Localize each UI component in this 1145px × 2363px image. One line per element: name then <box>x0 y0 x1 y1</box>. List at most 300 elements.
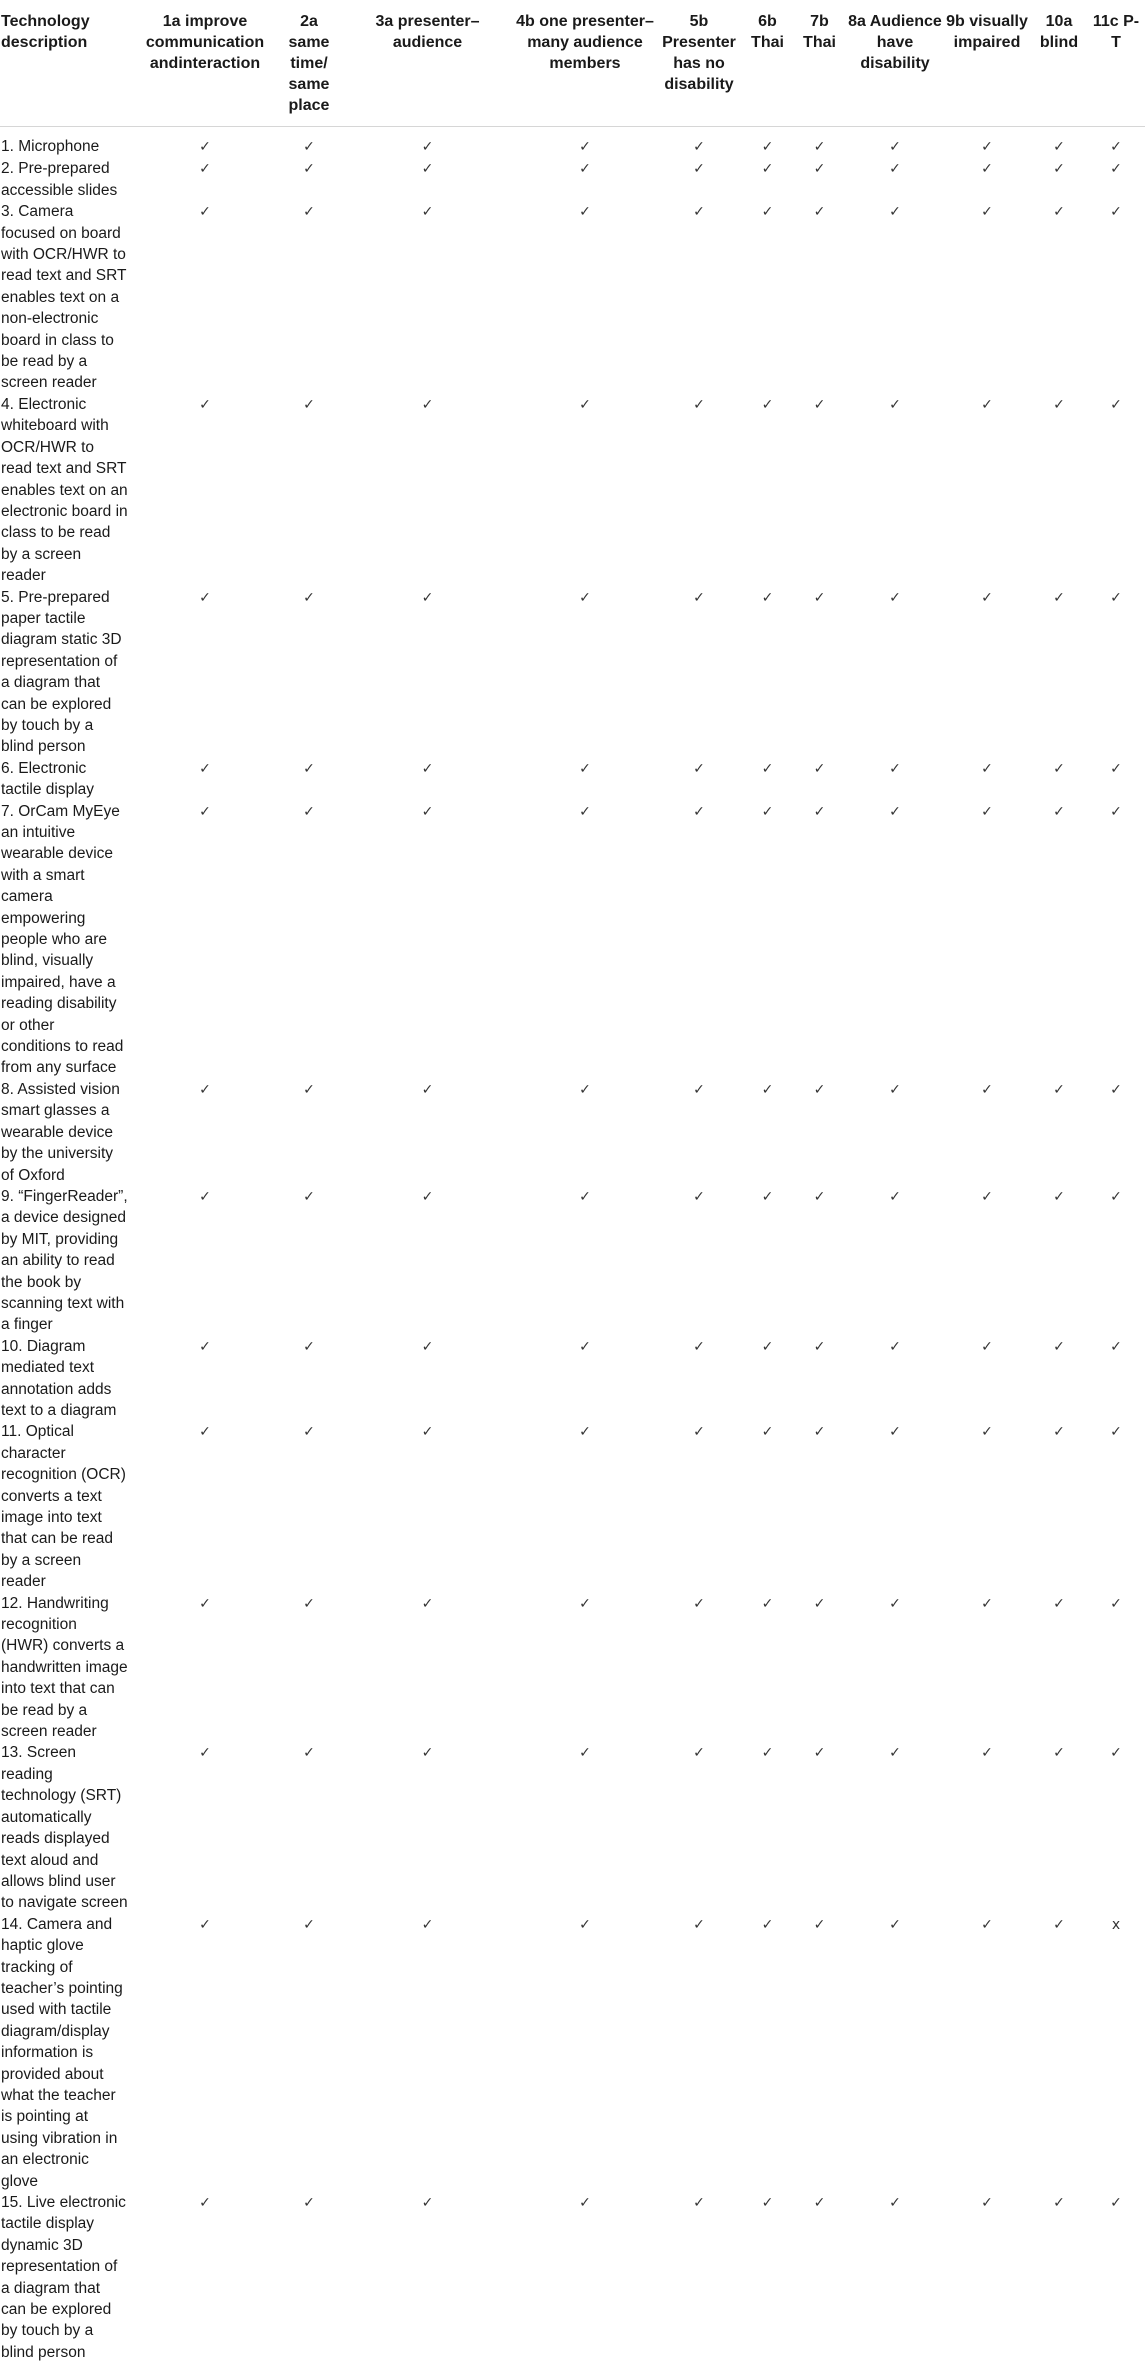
mark-cell <box>132 1742 278 1913</box>
check-mark: ✓ <box>693 1080 705 1101</box>
mark-cell <box>1087 758 1145 801</box>
check-mark: ✓ <box>579 588 591 609</box>
mark-cell <box>847 1421 943 1592</box>
check-mark: ✓ <box>693 1187 705 1208</box>
mark-cell <box>132 1593 278 1743</box>
check-mark: ✓ <box>1053 137 1065 158</box>
mark-cell <box>515 758 655 801</box>
mark-cell <box>1087 127 1145 159</box>
check-mark: ✓ <box>1110 395 1122 416</box>
table-row <box>0 1421 1145 1592</box>
table-row <box>0 587 1145 758</box>
check-mark: ✓ <box>762 1915 774 1936</box>
table-row <box>0 801 1145 1079</box>
mark-cell <box>743 801 792 1079</box>
mark-cell <box>340 587 515 758</box>
check-mark: ✓ <box>693 395 705 416</box>
mark-cell <box>278 2192 340 2363</box>
mark-cell <box>1087 201 1145 394</box>
check-mark: ✓ <box>303 1422 315 1443</box>
mark-cell <box>132 201 278 394</box>
table-row <box>0 2192 1145 2363</box>
check-mark: ✓ <box>422 2193 434 2214</box>
mark-cell <box>792 1421 847 1592</box>
mark-cell <box>1031 127 1087 159</box>
check-mark: ✓ <box>981 802 993 823</box>
mark-cell <box>943 127 1031 159</box>
check-mark: ✓ <box>814 1743 826 1764</box>
mark-cell <box>943 394 1031 587</box>
check-mark: ✓ <box>814 588 826 609</box>
check-mark: ✓ <box>1053 1915 1065 1936</box>
check-mark: ✓ <box>693 159 705 180</box>
mark-cell <box>943 1186 1031 1336</box>
check-mark: ✓ <box>814 1337 826 1358</box>
check-mark: ✓ <box>199 1337 211 1358</box>
check-mark: ✓ <box>1053 588 1065 609</box>
check-mark: ✓ <box>422 759 434 780</box>
mark-cell <box>943 1593 1031 1743</box>
mark-cell <box>943 2192 1031 2363</box>
mark-cell <box>1031 1593 1087 1743</box>
check-mark: ✓ <box>199 1915 211 1936</box>
check-mark: ✓ <box>981 1915 993 1936</box>
mark-cell <box>515 2192 655 2363</box>
check-mark: ✓ <box>303 1594 315 1615</box>
mark-cell <box>278 1914 340 2192</box>
check-mark: ✓ <box>1110 1594 1122 1615</box>
mark-cell <box>655 2192 743 2363</box>
check-mark: ✓ <box>422 1337 434 1358</box>
mark-cell <box>655 1742 743 1913</box>
mark-cell <box>340 1914 515 2192</box>
check-mark: ✓ <box>693 202 705 223</box>
check-mark: ✓ <box>981 395 993 416</box>
mark-cell <box>943 1079 1031 1186</box>
check-mark: ✓ <box>1110 1743 1122 1764</box>
mark-cell <box>847 1593 943 1743</box>
check-mark: ✓ <box>889 1337 901 1358</box>
check-mark: ✓ <box>1110 137 1122 158</box>
check-mark: ✓ <box>1110 2193 1122 2214</box>
check-mark: ✓ <box>889 1594 901 1615</box>
check-mark: ✓ <box>422 1743 434 1764</box>
mark-cell <box>1087 158 1145 201</box>
table-row <box>0 758 1145 801</box>
check-mark: ✓ <box>981 159 993 180</box>
check-mark: ✓ <box>981 588 993 609</box>
mark-cell <box>1087 1079 1145 1186</box>
check-mark: ✓ <box>762 1337 774 1358</box>
check-mark: ✓ <box>693 1743 705 1764</box>
check-mark: ✓ <box>889 159 901 180</box>
check-mark: ✓ <box>693 1915 705 1936</box>
check-mark: ✓ <box>693 1594 705 1615</box>
mark-cell <box>1031 1186 1087 1336</box>
check-mark: ✓ <box>762 588 774 609</box>
mark-cell <box>847 2192 943 2363</box>
check-mark: ✓ <box>762 2193 774 2214</box>
check-mark: ✓ <box>693 588 705 609</box>
mark-cell <box>340 158 515 201</box>
check-mark: ✓ <box>1053 1337 1065 1358</box>
column-header: 5b Presenter has no disability <box>655 0 743 127</box>
mark-cell <box>943 801 1031 1079</box>
check-mark: ✓ <box>981 1422 993 1443</box>
check-mark: ✓ <box>579 1337 591 1358</box>
mark-cell <box>340 201 515 394</box>
mark-cell <box>743 1914 792 2192</box>
column-header: 2a same time/ same place <box>278 0 340 127</box>
mark-cell <box>943 587 1031 758</box>
mark-cell <box>132 127 278 159</box>
check-mark: ✓ <box>1053 1743 1065 1764</box>
mark-cell <box>340 758 515 801</box>
mark-cell <box>792 758 847 801</box>
mark-cell <box>792 1079 847 1186</box>
mark-cell <box>792 127 847 159</box>
check-mark: ✓ <box>762 395 774 416</box>
mark-cell <box>847 1742 943 1913</box>
check-mark: ✓ <box>981 1080 993 1101</box>
mark-cell <box>340 127 515 159</box>
mark-cell <box>1031 394 1087 587</box>
mark-cell <box>743 1186 792 1336</box>
check-mark: ✓ <box>422 395 434 416</box>
check-mark: ✓ <box>814 1187 826 1208</box>
mark-cell <box>278 127 340 159</box>
column-header: 8a Audience have disability <box>847 0 943 127</box>
mark-cell <box>132 1914 278 2192</box>
mark-cell <box>278 1079 340 1186</box>
check-mark: ✓ <box>762 159 774 180</box>
mark-cell <box>655 801 743 1079</box>
mark-cell <box>515 158 655 201</box>
check-mark: ✓ <box>1053 1422 1065 1443</box>
check-mark: ✓ <box>981 137 993 158</box>
check-mark: ✓ <box>762 137 774 158</box>
check-mark: ✓ <box>199 1594 211 1615</box>
mark-cell <box>1087 1421 1145 1592</box>
check-mark: ✓ <box>579 1743 591 1764</box>
check-mark: ✓ <box>303 1337 315 1358</box>
check-mark: ✓ <box>1110 802 1122 823</box>
check-mark: ✓ <box>981 2193 993 2214</box>
mark-cell <box>340 1742 515 1913</box>
mark-cell <box>132 1336 278 1422</box>
check-mark: ✓ <box>199 1187 211 1208</box>
check-mark: ✓ <box>199 395 211 416</box>
check-mark: ✓ <box>579 759 591 780</box>
check-mark: ✓ <box>1110 1337 1122 1358</box>
mark-cell <box>1087 1593 1145 1743</box>
check-mark: ✓ <box>199 159 211 180</box>
mark-cell <box>792 1186 847 1336</box>
header-row <box>0 0 1145 127</box>
mark-cell <box>340 394 515 587</box>
check-mark: ✓ <box>981 1187 993 1208</box>
column-header: 1a improve communication andinteraction <box>132 0 278 127</box>
check-mark: ✓ <box>199 1080 211 1101</box>
check-mark: ✓ <box>889 1080 901 1101</box>
mark-cell <box>1031 201 1087 394</box>
check-mark: ✓ <box>303 588 315 609</box>
table-row <box>0 1079 1145 1186</box>
mark-cell <box>743 1336 792 1422</box>
mark-cell <box>847 394 943 587</box>
table-row <box>0 1914 1145 2192</box>
check-mark: ✓ <box>762 1080 774 1101</box>
table-row <box>0 1336 1145 1422</box>
mark-cell <box>847 1079 943 1186</box>
check-mark: ✓ <box>814 2193 826 2214</box>
mark-cell <box>943 201 1031 394</box>
column-header: 4b one presenter–many audience members <box>515 0 655 127</box>
mark-cell <box>655 394 743 587</box>
check-mark: ✓ <box>422 202 434 223</box>
mark-cell <box>943 1421 1031 1592</box>
mark-cell <box>655 1336 743 1422</box>
mark-cell <box>340 2192 515 2363</box>
mark-cell <box>743 394 792 587</box>
mark-cell <box>792 1742 847 1913</box>
check-mark: ✓ <box>693 759 705 780</box>
mark-cell <box>847 158 943 201</box>
check-mark: ✓ <box>762 1422 774 1443</box>
technology-description-cell: 2. Pre-prepared accessible slides <box>0 158 132 201</box>
mark-cell <box>655 201 743 394</box>
mark-cell <box>743 587 792 758</box>
check-mark: ✓ <box>1110 1080 1122 1101</box>
mark-cell <box>943 1336 1031 1422</box>
mark-cell <box>743 2192 792 2363</box>
check-mark: ✓ <box>762 1743 774 1764</box>
mark-cell <box>515 1593 655 1743</box>
mark-cell <box>515 587 655 758</box>
mark-cell <box>340 1593 515 1743</box>
check-mark: ✓ <box>303 2193 315 2214</box>
mark-cell <box>515 394 655 587</box>
check-mark: ✓ <box>422 1422 434 1443</box>
mark-cell <box>655 1079 743 1186</box>
mark-cell <box>1087 801 1145 1079</box>
mark-cell <box>1031 1742 1087 1913</box>
mark-cell <box>278 1336 340 1422</box>
column-header: 10a blind <box>1031 0 1087 127</box>
check-mark: ✓ <box>199 1743 211 1764</box>
column-header: 11c P-T <box>1087 0 1145 127</box>
column-header: 9b visually impaired <box>943 0 1031 127</box>
check-mark: ✓ <box>693 1337 705 1358</box>
mark-cell <box>743 1421 792 1592</box>
check-mark: ✓ <box>303 1915 315 1936</box>
mark-cell <box>847 758 943 801</box>
mark-cell <box>515 1742 655 1913</box>
mark-cell <box>655 127 743 159</box>
check-mark: ✓ <box>422 137 434 158</box>
technology-description-cell: 7. OrCam MyEye an intuitive wearable device with a smart camera empowering people who are blind, visually impaired, have a reading disability or other conditions to read from any surface <box>0 801 132 1079</box>
mark-cell <box>515 127 655 159</box>
mark-cell <box>655 1593 743 1743</box>
check-mark: ✓ <box>199 202 211 223</box>
mark-cell <box>515 1079 655 1186</box>
technology-description-cell: 13. Screen reading technology (SRT) automatically reads displayed text aloud and allows blind user to navigate screen <box>0 1742 132 1913</box>
mark-cell <box>847 1186 943 1336</box>
check-mark: ✓ <box>693 2193 705 2214</box>
check-mark: ✓ <box>814 1594 826 1615</box>
mark-cell <box>743 201 792 394</box>
check-mark: ✓ <box>1053 2193 1065 2214</box>
mark-cell <box>1087 1336 1145 1422</box>
mark-cell <box>132 1079 278 1186</box>
technology-description-cell: 12. Handwriting recognition (HWR) converts a handwritten image into text that can be read by a screen reader <box>0 1593 132 1743</box>
check-mark: ✓ <box>579 1187 591 1208</box>
mark-cell <box>655 758 743 801</box>
mark-cell <box>515 1336 655 1422</box>
mark-cell <box>132 1186 278 1336</box>
mark-cell <box>278 394 340 587</box>
check-mark: ✓ <box>889 802 901 823</box>
check-mark: ✓ <box>303 395 315 416</box>
check-mark: ✓ <box>303 202 315 223</box>
mark-cell <box>1031 587 1087 758</box>
check-mark: ✓ <box>814 1080 826 1101</box>
check-mark: ✓ <box>814 395 826 416</box>
check-mark: ✓ <box>579 1422 591 1443</box>
check-mark: ✓ <box>303 137 315 158</box>
mark-cell <box>515 1421 655 1592</box>
check-mark: ✓ <box>762 1187 774 1208</box>
mark-cell <box>1087 587 1145 758</box>
mark-cell <box>278 758 340 801</box>
check-mark: ✓ <box>762 802 774 823</box>
technology-description-cell: 10. Diagram mediated text annotation adds text to a diagram <box>0 1336 132 1422</box>
check-mark: ✓ <box>579 1080 591 1101</box>
mark-cell <box>792 801 847 1079</box>
check-mark: ✓ <box>814 759 826 780</box>
check-mark: ✓ <box>981 1743 993 1764</box>
check-mark: ✓ <box>422 1187 434 1208</box>
check-mark: ✓ <box>303 1743 315 1764</box>
mark-cell <box>515 201 655 394</box>
mark-cell <box>943 158 1031 201</box>
check-mark: ✓ <box>1053 395 1065 416</box>
mark-cell <box>792 201 847 394</box>
mark-cell <box>655 158 743 201</box>
check-mark: ✓ <box>1110 1187 1122 1208</box>
mark-cell <box>847 587 943 758</box>
mark-cell <box>1087 1186 1145 1336</box>
mark-cell <box>132 587 278 758</box>
check-mark: ✓ <box>693 1422 705 1443</box>
check-mark: ✓ <box>889 1915 901 1936</box>
mark-cell <box>792 158 847 201</box>
check-mark: ✓ <box>422 1594 434 1615</box>
check-mark: ✓ <box>1053 759 1065 780</box>
check-mark: ✓ <box>199 2193 211 2214</box>
mark-cell <box>1031 2192 1087 2363</box>
check-mark: ✓ <box>579 395 591 416</box>
mark-cell <box>943 1914 1031 2192</box>
mark-cell <box>278 801 340 1079</box>
mark-cell <box>340 1336 515 1422</box>
check-mark: ✓ <box>422 588 434 609</box>
check-mark: ✓ <box>199 759 211 780</box>
mark-cell <box>792 587 847 758</box>
check-mark: ✓ <box>579 802 591 823</box>
check-mark: ✓ <box>762 202 774 223</box>
check-mark: ✓ <box>579 202 591 223</box>
mark-cell <box>655 587 743 758</box>
check-mark: ✓ <box>1053 202 1065 223</box>
check-mark: ✓ <box>889 137 901 158</box>
check-mark: ✓ <box>422 1080 434 1101</box>
check-mark: ✓ <box>889 588 901 609</box>
check-mark: ✓ <box>693 802 705 823</box>
check-mark: ✓ <box>199 137 211 158</box>
mark-cell <box>743 1593 792 1743</box>
mark-cell <box>743 127 792 159</box>
mark-cell <box>1031 158 1087 201</box>
mark-cell <box>132 801 278 1079</box>
mark-cell <box>340 801 515 1079</box>
table-row <box>0 158 1145 201</box>
mark-cell <box>278 587 340 758</box>
mark-cell <box>132 394 278 587</box>
check-mark: ✓ <box>1053 1187 1065 1208</box>
table-row <box>0 1186 1145 1336</box>
check-mark: ✓ <box>889 202 901 223</box>
technology-description-cell: 8. Assisted vision smart glasses a wearable device by the university of Oxford <box>0 1079 132 1186</box>
check-mark: ✓ <box>814 1915 826 1936</box>
column-header: 7b Thai <box>792 0 847 127</box>
mark-cell <box>792 1593 847 1743</box>
check-mark: ✓ <box>889 759 901 780</box>
check-mark: ✓ <box>762 1594 774 1615</box>
mark-cell <box>847 127 943 159</box>
table-row <box>0 201 1145 394</box>
check-mark: ✓ <box>303 159 315 180</box>
technology-description-cell: 1. Microphone <box>0 127 132 159</box>
check-mark: ✓ <box>199 1422 211 1443</box>
check-mark: ✓ <box>981 202 993 223</box>
column-header: 3a presenter–audience <box>340 0 515 127</box>
check-mark: ✓ <box>303 1080 315 1101</box>
check-mark: ✓ <box>579 1915 591 1936</box>
mark-cell <box>792 1336 847 1422</box>
check-mark: ✓ <box>693 137 705 158</box>
table-row <box>0 127 1145 159</box>
mark-cell <box>515 801 655 1079</box>
check-mark: ✓ <box>579 2193 591 2214</box>
mark-cell <box>1031 801 1087 1079</box>
mark-cell <box>1031 758 1087 801</box>
technology-description-cell: 14. Camera and haptic glove tracking of teacher’s pointing used with tactile diagram/display information is provided about what the teacher is pointing at using vibration in an electronic glove <box>0 1914 132 2192</box>
check-mark: ✓ <box>1110 202 1122 223</box>
column-header: 6b Thai <box>743 0 792 127</box>
check-mark: ✓ <box>762 759 774 780</box>
check-mark: ✓ <box>981 1594 993 1615</box>
mark-cell <box>792 394 847 587</box>
check-mark: ✓ <box>814 159 826 180</box>
mark-cell <box>132 1421 278 1592</box>
mark-cell <box>278 201 340 394</box>
table-row <box>0 1742 1145 1913</box>
mark-cell <box>1087 1742 1145 1913</box>
mark-cell <box>743 758 792 801</box>
mark-cell <box>655 1914 743 2192</box>
technology-description-cell: 3. Camera focused on board with OCR/HWR to read text and SRT enables text on a non-electronic board in class to be read by a screen reader <box>0 201 132 394</box>
